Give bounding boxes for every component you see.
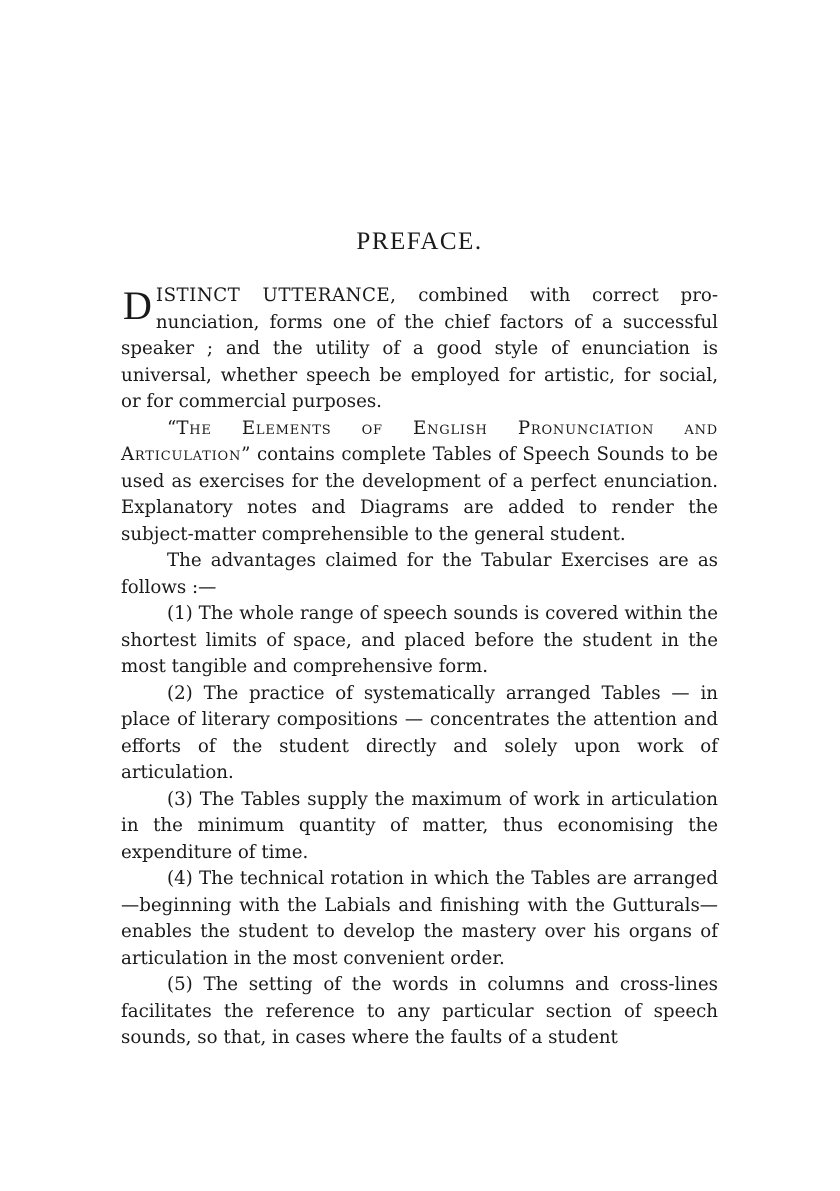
list-item: (1) The whole range of speech sounds is covered within the shortest limits of space, and placed before the student in the most tangible and comprehensive form.: [121, 603, 718, 677]
book-title: The Elements of English Pronunciation and Articulation: [121, 417, 718, 465]
list-item: (4) The technical rotation in which the Tables are arranged—beginning with the Labials and finishing with the Gutturals—enables the student to develop the mastery over his organs of articulation in the most convenient order.: [121, 868, 718, 969]
intro-text: combined with correct pro-nunciation, forms one of the chief factors of a successful speaker ; and the utility of a good style of enunciation is universal, whether speech be employed for artistic, for social, or for commercial purposes.: [121, 285, 718, 412]
list-item: (2) The practice of systematically arranged Tables — in place of literary compositions — concentrates the attention and efforts of the student directly and solely upon work of articulation.: [121, 682, 718, 783]
book-description-text: ” contains complete Tables of Speech Sounds to be used as exercises for the development of a perfect enunciation. Explanatory notes and Diagrams are added to render the subject-matter comprehensible to the general student.: [121, 444, 718, 545]
preface-body: [121, 283, 718, 1052]
list-item: (3) The Tables supply the maximum of work in articulation in the minimum quantity of matter, thus economising the expenditure of time.: [121, 788, 718, 863]
intro-caps: ISTINCT UTTERANCE,: [155, 285, 397, 306]
paragraph-intro: [121, 283, 718, 416]
list-item: (5) The setting of the words in columns and cross-lines facilitates the reference to any particular section of speech sounds, so that, in cases where the faults of a student: [121, 974, 718, 1048]
drop-cap: D: [123, 283, 152, 328]
page-title: PREFACE.: [356, 228, 483, 255]
open-quote: “: [167, 417, 177, 439]
paragraph-advantages-intro: The advantages claimed for the Tabular Exercises are as follows :—: [121, 550, 718, 598]
paragraph-book-description: [121, 416, 718, 549]
